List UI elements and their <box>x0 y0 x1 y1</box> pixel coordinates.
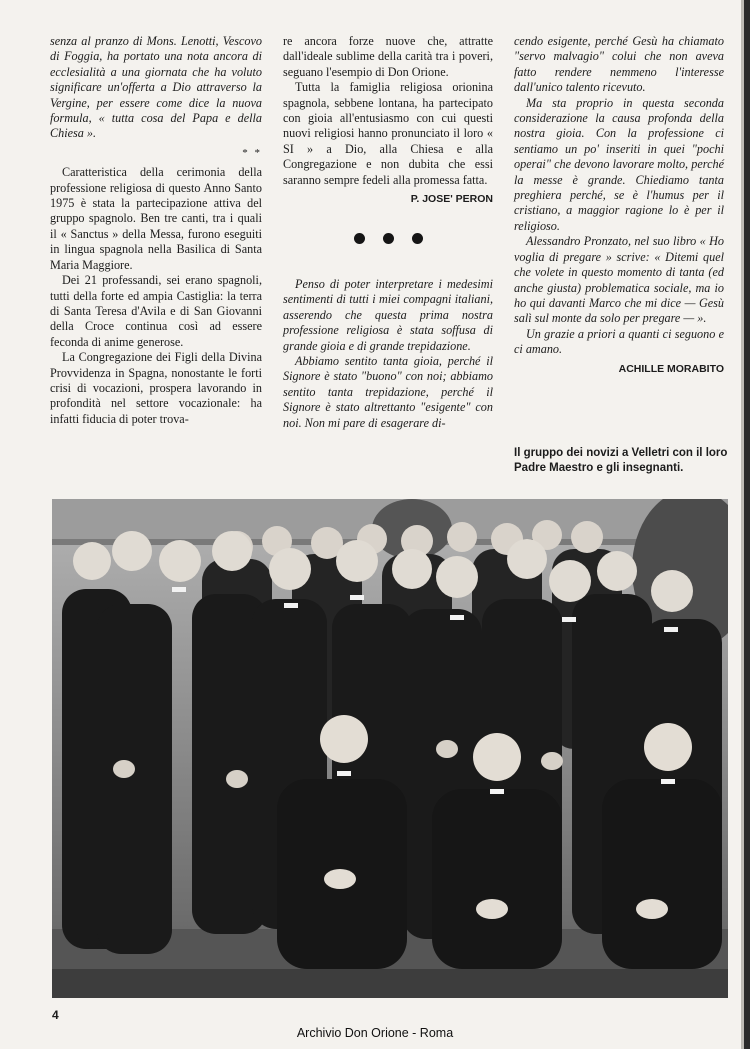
paragraph: La Congregazione dei Figli della Divina Provvidenza in Spagna, nonostante le forti crisi di vocazioni, prospera lavorando in profondità nel settore vocazionale: ha infatti fiducia di poter trova- <box>50 350 262 426</box>
group-photo <box>52 499 728 998</box>
bullet-icon <box>412 233 423 244</box>
author-signature: P. JOSE' PERON <box>410 193 493 206</box>
photo-caption: Il gruppo dei novizi a Velletri con il loro Padre Maestro e gli insegnanti. <box>514 447 728 474</box>
paragraph: Alessandro Pronzato, nel suo libro « Ho voglia di pregare » scrive: « Ditemi quel che volete in questo momento di tanta (ed anche giusta) problematica sociale, ma io ho qui davanti Marco che mi dice — Gesù salì sul monte da solo per pregare — ». <box>514 234 724 326</box>
paragraph: Tutta la famiglia religiosa orionina spagnola, sebbene lontana, ha partecipato con gioia all'entusiasmo con cui questi nuovi religiosi hanno pronunciato il loro « SI » a Dio, alla Chiesa e alla Congregazione e non dubita che essi saranno sempre fedeli alla promessa fatta. <box>283 80 493 187</box>
archive-footer: Archivio Don Orione - Roma <box>296 1026 454 1040</box>
text-column-2 <box>283 34 493 431</box>
section-divider <box>283 233 493 248</box>
paragraph: Penso di poter interpretare i medesimi sentimenti di tutti i miei compagni italiani, asserendo che questa prima nostra professione religiosa è stata soffusa di grande gioia e di grande trepidazione. <box>283 276 493 353</box>
paragraph: Dei 21 professandi, sei erano spagnoli, tutti della forte ed ampia Castiglia: la terra di Santa Teresa d'Avila e di San Giovanni della Croce continua così ad essere feconda di anime generose. <box>50 273 262 349</box>
text-column-1 <box>50 34 262 427</box>
text-column-3 <box>514 34 724 377</box>
paragraph: Ma sta proprio in questa seconda considerazione la causa profonda della nostra gioia. Con la professione ci sentiamo un po' inseriti in quei "pochi operai" che devono lavorare molto, perché la messe è grande. Chiediamo tanta preghiera perché, se è l'humus per il cristiano, a maggior ragione lo è per il religioso. <box>514 95 724 233</box>
paragraph: Un grazie a priori a quanti ci seguono e ci amano. <box>514 326 724 357</box>
paragraph: re ancora forze nuove che, attratte dall'ideale sublime della carità tra i poveri, seguano l'esempio di Don Orione. <box>283 34 493 79</box>
paragraph: Caratteristica della cerimonia della professione religiosa di questo Anno Santo 1975 è stata la partecipazione attiva del gruppo spagnolo. Ben tre canti, tra i quali il « Sanctus » della Messa, furono eseguiti in lingua spagnola nella Basilica di Santa Maria Maggiore. <box>50 165 262 272</box>
author-signature: ACHILLE MORABITO <box>618 362 724 375</box>
paragraph: senza al pranzo di Mons. Lenotti, Vescovo di Foggia, ha portato una nota ancora di ecclesialità a una giornata che ha voluto significare un'offerta a Dio attraverso la Vergine, per essere come dice la nuova formula, « tutta cosa del Papa e della Chiesa ». <box>50 34 262 141</box>
paragraph: Abbiamo sentito tanta gioia, perché il Signore è stato "buono" con noi; abbiamo sentito tanta trepidazione, perché il Signore è stato altrettanto "esigente" con noi. Non mi pare di esagerare di- <box>283 353 493 430</box>
section-separator: * * <box>242 146 262 159</box>
group-photo-illustration <box>52 499 728 998</box>
page-edge <box>744 0 750 1049</box>
paragraph: cendo esigente, perché Gesù ha chiamato "servo malvagio" colui che non aveva fatto rendere nemmeno l'interesse dall'unico talento ricevuto. <box>514 34 724 95</box>
bullet-icon <box>354 233 365 244</box>
page-number: 4 <box>52 1008 59 1022</box>
bullet-icon <box>383 233 394 244</box>
